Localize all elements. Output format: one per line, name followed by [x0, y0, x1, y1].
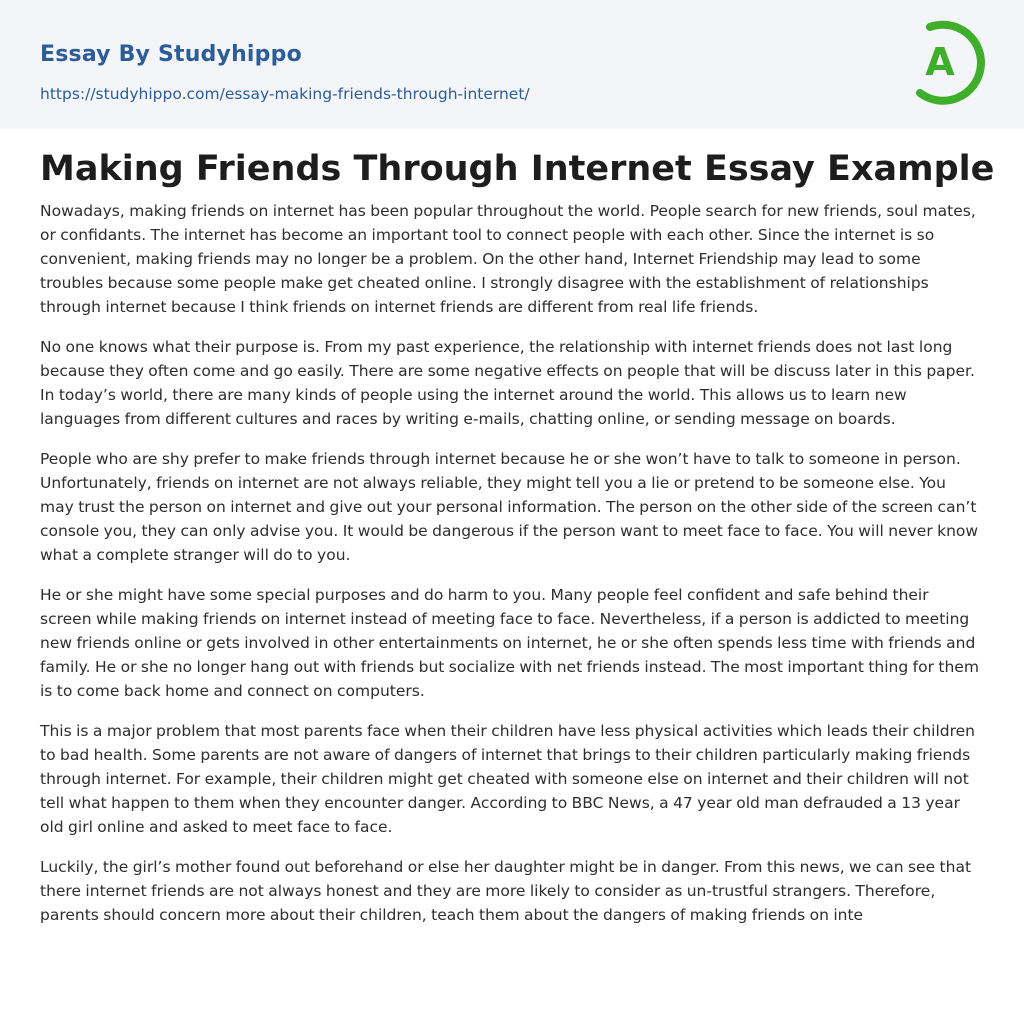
paragraph: No one knows what their purpose is. From my past experience, the relationship with internet friends does not last long because they often come and go easily. There are some negative effects on people that will be discuss later in this paper. In today’s world, there are many kinds of people using the internet around the world. This allows us to learn new languages from different cultures and races by writing e-mails, chatting online, or sending message on boards. [40, 338, 975, 428]
paragraph: He or she might have some special purposes and do harm to you. Many people feel confident and safe behind their screen while making friends on internet instead of meeting face to face. Nevertheless, if a person is addicted to meeting new friends online or gets involved in other entertainments on internet, he or she often spends less time with friends and family. He or she no longer hang out with friends but socialize with net friends instead. The most important thing for them is to come back home and connect on computers. [40, 586, 979, 700]
paragraph: Nowadays, making friends on internet has been popular throughout the world. People search for new friends, soul mates, or confidants. The internet has become an important tool to connect people with each other. Since the internet is so convenient, making friends may no longer be a problem. On the other hand, Internet Friendship may lead to some troubles because some people make get cheated online. I strongly disagree with the establishment of relationships through internet because I think friends on internet friends are different from real life friends. [40, 202, 976, 316]
page-url-link[interactable]: https://studyhippo.com/essay-making-friends-through-internet/ [40, 85, 530, 103]
paragraph: Luckily, the girl’s mother found out beforehand or else her daughter might be in danger. From this news, we can see that there internet friends are not always honest and they are more likely to consider as un-trustful strangers. Therefore, parents should concern more about their children, teach them about the dangers of making friends on inte [40, 858, 972, 924]
paragraph: This is a major problem that most parents face when their children have less physical activities which leads their children to bad health. Some parents are not aware of dangers of internet that brings to their children particularly making friends through internet. For example, their children might get cheated with someone else on internet and their children will not tell what happen to them when they encounter danger. According to BBC News, a 47 year old man defrauded a 13 year old girl online and asked to meet face to face. [40, 722, 975, 836]
paragraph: People who are shy prefer to make friends through internet because he or she won’t have to talk to someone in person. Unfortunately, friends on internet are not always reliable, they might tell you a lie or pretend to be someone else. You may trust the person on internet and give out your personal information. The person on the other side of the screen can’t console you, they can only advise you. It would be dangerous if the person want to meet face to face. You will never know what a complete stranger will do to you. [40, 450, 979, 564]
article [0, 149, 1024, 927]
page-title: Making Friends Through Internet Essay Example [40, 149, 995, 189]
studyhippo-logo-icon[interactable] [912, 18, 986, 106]
site-header [0, 0, 1024, 129]
logo-letter: A [925, 40, 955, 84]
site-brand[interactable]: Essay By Studyhippo [40, 42, 302, 67]
